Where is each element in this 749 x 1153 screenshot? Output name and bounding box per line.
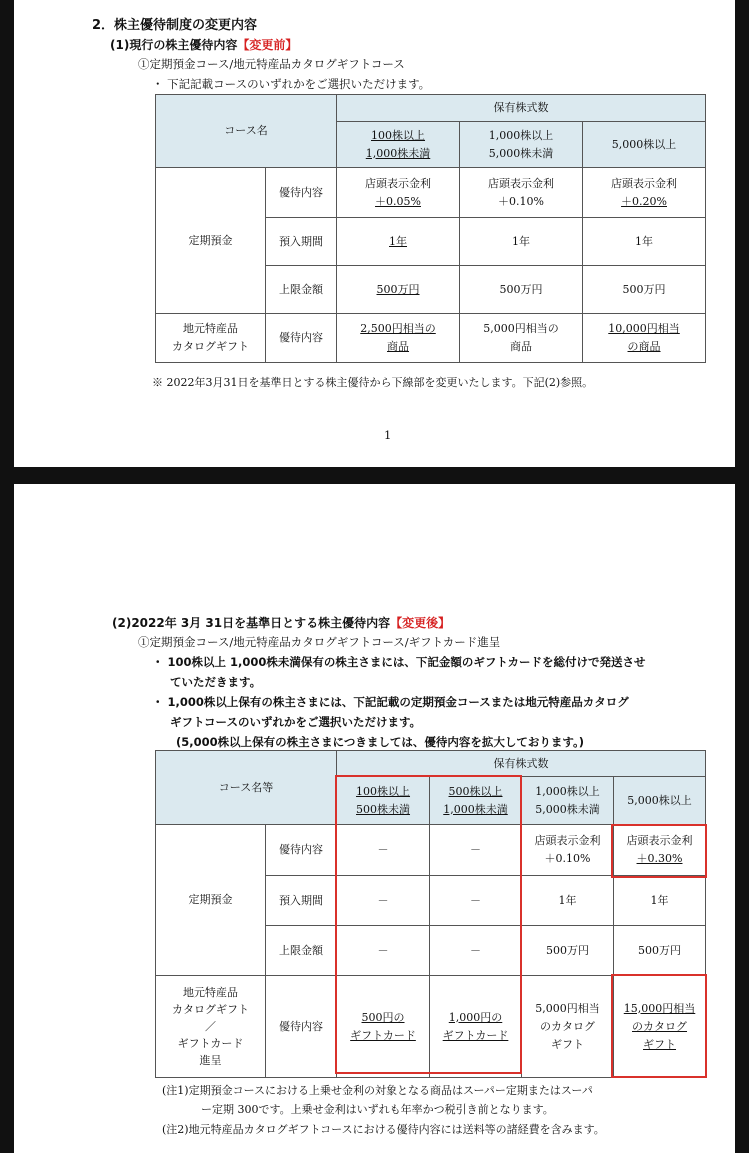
selection-bullet: ・ 下記記載コースのいずれかをご選択いただけます。 xyxy=(152,77,431,91)
document-page-1 xyxy=(14,0,735,467)
gift-card-cell: 500円の ギフトカード xyxy=(337,976,430,1078)
holding-shares-header: 保有株式数 xyxy=(337,95,706,122)
benefit-cell: 店頭表示金利 ＋0.30% xyxy=(614,825,706,876)
period-cell: 1年 xyxy=(460,218,583,266)
dash-cell: － xyxy=(430,876,522,926)
limit-cell: 500万円 xyxy=(614,926,706,976)
period-cell: 1年 xyxy=(583,218,706,266)
dash-cell: － xyxy=(337,926,430,976)
catalog-cell: 5,000円相当の 商品 xyxy=(460,314,583,363)
bullet-2: ・ 1,000株以上保有の株主さまには、下記記載の定期預金コースまたは地元特産品カタログ xyxy=(152,695,629,709)
benefit-cell: 店頭表示金利 ＋0.05% xyxy=(337,168,460,218)
bullet-2-cont: ギフトコースのいずれかをご選択いただけます。 xyxy=(170,715,422,729)
bullet-1-cont: ていただきます。 xyxy=(170,675,262,689)
period-cell: 1年 xyxy=(522,876,614,926)
page-number: 1 xyxy=(384,428,392,442)
gift-card-cell: 1,000円の ギフトカード xyxy=(430,976,522,1078)
new-benefits-label: (2)2022年 3月 31日を基準日とする株主優待内容 xyxy=(112,616,391,630)
course-line: ①定期預金コース/地元特産品カタログギフトコース/ギフトカード進呈 xyxy=(138,635,501,649)
benefit-cell: 店頭表示金利 ＋0.20% xyxy=(583,168,706,218)
deposit-course-label: 定期預金 xyxy=(156,825,266,976)
period-label: 預入期間 xyxy=(266,876,337,926)
new-benefits-title xyxy=(112,614,450,631)
deposit-course-label: 定期預金 xyxy=(156,168,266,314)
col-500-1000: 500株以上 1,000株未満 xyxy=(430,777,522,825)
course-name-header: コース名 xyxy=(156,95,337,168)
catalog-benefit-label: 優待内容 xyxy=(266,976,337,1078)
current-benefits-label: (1)現行の株主優待内容 xyxy=(110,38,238,52)
current-benefits-table xyxy=(155,94,706,363)
before-change-tag: 【変更前】 xyxy=(237,38,298,52)
change-note: ※ 2022年3月31日を基準日とする株主優待から下線部を変更いたします。下記(2)参照。 xyxy=(152,376,594,389)
catalog-course-label: 地元特産品 カタログギフト xyxy=(156,314,266,363)
note-1-cont: ー定期 300です。上乗せ金利はいずれも年率かつ税引き前となります。 xyxy=(201,1103,554,1116)
limit-cell: 500万円 xyxy=(522,926,614,976)
catalog-gift-course-label: 地元特産品 カタログギフト ／ ギフトカード 進呈 xyxy=(156,976,266,1078)
after-change-tag: 【変更後】 xyxy=(390,616,451,630)
col-5000-plus: 5,000株以上 xyxy=(614,777,706,825)
catalog-cell: 2,500円相当の 商品 xyxy=(337,314,460,363)
bullet-2-note: (5,000株以上保有の株主さまにつきましては、優待内容を拡大しております。) xyxy=(176,735,584,749)
catalog-cell: 15,000円相当 のカタログ ギフト xyxy=(614,976,706,1078)
col-5000-plus: 5,000株以上 xyxy=(583,122,706,168)
catalog-cell: 5,000円相当 のカタログ ギフト xyxy=(522,976,614,1078)
limit-cell: 500万円 xyxy=(460,266,583,314)
section-title: 2．株主優待制度の変更内容 xyxy=(92,18,258,33)
col-1000-5000: 1,000株以上 5,000株未満 xyxy=(522,777,614,825)
limit-label: 上限金額 xyxy=(266,266,337,314)
col-100-500: 100株以上 500株未満 xyxy=(337,777,430,825)
col-1000-5000: 1,000株以上 5,000株未満 xyxy=(460,122,583,168)
benefit-cell: 店頭表示金利 ＋0.10% xyxy=(460,168,583,218)
bullet-1: ・ 100株以上 1,000株未満保有の株主さまには、下記金額のギフトカードを総付けで発送させ xyxy=(152,655,646,669)
course-name-header: コース名等 xyxy=(156,751,337,825)
dash-cell: － xyxy=(337,876,430,926)
catalog-benefit-label: 優待内容 xyxy=(266,314,337,363)
limit-label: 上限金額 xyxy=(266,926,337,976)
period-cell: 1年 xyxy=(614,876,706,926)
catalog-cell: 10,000円相当 の商品 xyxy=(583,314,706,363)
dash-cell: － xyxy=(430,926,522,976)
benefit-label: 優待内容 xyxy=(266,168,337,218)
benefit-cell: 店頭表示金利 ＋0.10% xyxy=(522,825,614,876)
note-1: (注1)定期預金コースにおける上乗せ金利の対象となる商品はスーパー定期またはスーパ xyxy=(162,1084,593,1097)
current-benefits-title xyxy=(110,36,297,53)
document-page-2 xyxy=(14,484,735,1153)
col-100-1000: 100株以上 1,000株未満 xyxy=(337,122,460,168)
limit-cell: 500万円 xyxy=(583,266,706,314)
limit-cell: 500万円 xyxy=(337,266,460,314)
dash-cell: － xyxy=(430,825,522,876)
period-cell: 1年 xyxy=(337,218,460,266)
highlight-box-rate xyxy=(611,824,707,878)
period-label: 預入期間 xyxy=(266,218,337,266)
note-2: (注2)地元特産品カタログギフトコースにおける優待内容には送料等の諸経費を含みます。 xyxy=(162,1123,605,1136)
course-line: ①定期預金コース/地元特産品カタログギフトコース xyxy=(138,57,405,71)
benefit-label: 優待内容 xyxy=(266,825,337,876)
holding-shares-header: 保有株式数 xyxy=(337,751,706,777)
highlight-box-small-holders xyxy=(335,775,522,1074)
dash-cell: － xyxy=(337,825,430,876)
highlight-box-catalog xyxy=(611,974,707,1078)
